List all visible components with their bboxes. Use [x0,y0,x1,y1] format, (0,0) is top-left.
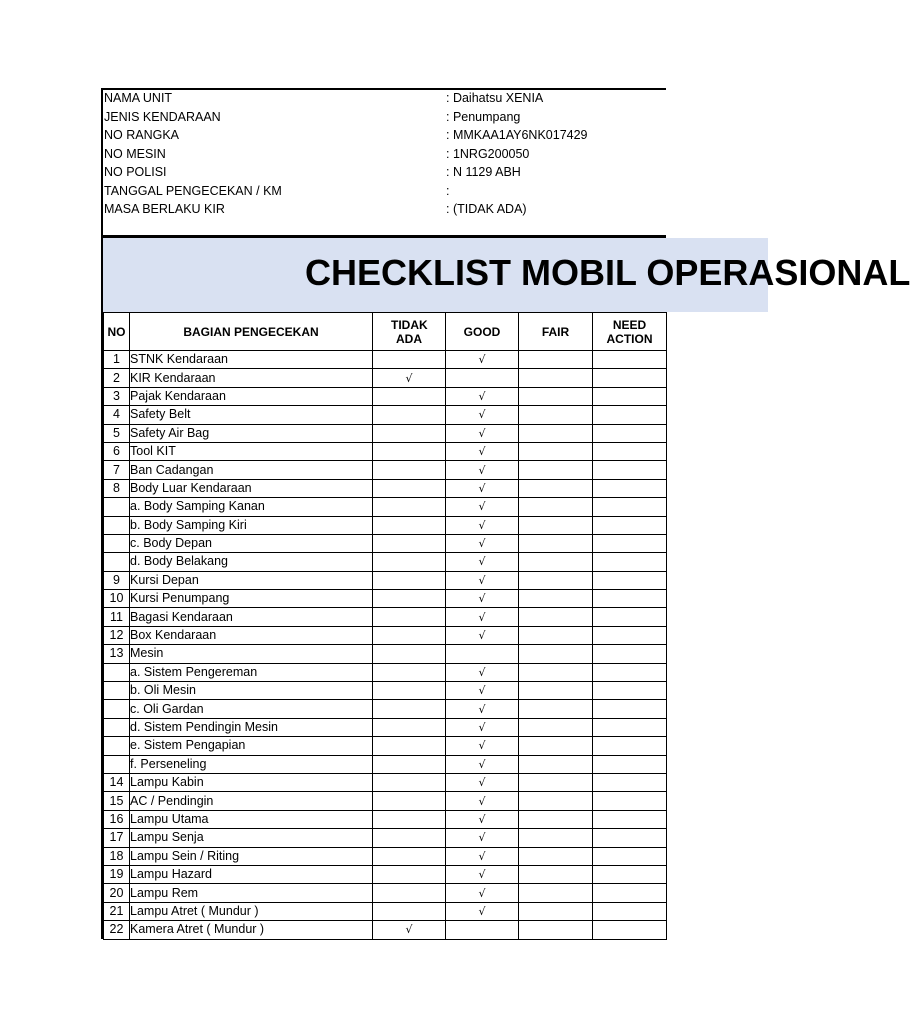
info-row-masa-berlaku-kir [104,200,664,219]
row-part-name: AC / Pendingin [130,792,373,810]
cell-need-action[interactable] [593,498,667,516]
cell-tidak-ada[interactable] [373,571,446,589]
cell-fair[interactable] [519,406,593,424]
cell-tidak-ada[interactable] [373,902,446,920]
table-row [104,921,667,939]
cell-tidak-ada[interactable] [373,792,446,810]
cell-fair[interactable] [519,351,593,369]
info-value: : N 1129 ABH [446,165,521,179]
cell-tidak-ada[interactable] [373,645,446,663]
table-row [104,553,667,571]
cell-good[interactable]: √ [446,387,519,405]
cell-tidak-ada[interactable] [373,773,446,791]
cell-need-action[interactable] [593,608,667,626]
cell-need-action[interactable] [593,534,667,552]
cell-fair[interactable] [519,645,593,663]
info-row-tanggal-pengecekan [104,182,664,201]
table-row [104,847,667,865]
table-row [104,498,667,516]
table-row [104,737,667,755]
row-part-name: Lampu Sein / Riting [130,847,373,865]
row-part-name: Mesin [130,645,373,663]
row-part-name: Ban Cadangan [130,461,373,479]
table-row [104,810,667,828]
row-part-name: Lampu Utama [130,810,373,828]
cell-tidak-ada[interactable]: √ [373,921,446,939]
cell-fair[interactable] [519,461,593,479]
row-number [104,553,130,571]
row-part-name: Lampu Atret ( Mundur ) [130,902,373,920]
cell-need-action[interactable] [593,442,667,460]
cell-good[interactable]: √ [446,737,519,755]
cell-need-action[interactable] [593,590,667,608]
row-part-name: c. Body Depan [130,534,373,552]
row-number [104,516,130,534]
row-number: 4 [104,406,130,424]
cell-need-action[interactable] [593,682,667,700]
table-row [104,571,667,589]
cell-tidak-ada[interactable] [373,498,446,516]
cell-good[interactable]: √ [446,442,519,460]
cell-good[interactable]: √ [446,847,519,865]
cell-tidak-ada[interactable] [373,737,446,755]
row-part-name: a. Sistem Pengereman [130,663,373,681]
cell-need-action[interactable] [593,516,667,534]
table-row [104,884,667,902]
cell-need-action[interactable] [593,865,667,883]
cell-good[interactable]: √ [446,571,519,589]
cell-tidak-ada[interactable] [373,810,446,828]
table-row [104,792,667,810]
cell-good[interactable]: √ [446,498,519,516]
cell-tidak-ada[interactable] [373,351,446,369]
cell-need-action[interactable] [593,718,667,736]
cell-need-action[interactable] [593,351,667,369]
row-part-name: Kursi Depan [130,571,373,589]
cell-fair[interactable] [519,369,593,387]
info-label: MASA BERLAKU KIR [104,202,225,216]
cell-fair[interactable] [519,682,593,700]
row-number: 3 [104,387,130,405]
cell-good[interactable]: √ [446,461,519,479]
cell-tidak-ada[interactable] [373,461,446,479]
cell-fair[interactable] [519,737,593,755]
cell-tidak-ada[interactable]: √ [373,369,446,387]
row-number: 15 [104,792,130,810]
cell-good[interactable] [446,369,519,387]
info-value: : [446,183,450,198]
row-part-name: Safety Belt [130,406,373,424]
cell-fair[interactable] [519,921,593,939]
info-row-nama-unit [104,89,664,108]
row-number: 12 [104,626,130,644]
info-value: : 1NRG200050 [446,146,530,161]
cell-need-action[interactable] [593,773,667,791]
vehicle-info [104,89,664,219]
row-part-name: Kamera Atret ( Mundur ) [130,921,373,939]
cell-need-action[interactable] [593,884,667,902]
cell-fair[interactable] [519,626,593,644]
info-row-no-polisi [104,163,664,182]
cell-tidak-ada[interactable] [373,442,446,460]
cell-need-action[interactable] [593,810,667,828]
table-row [104,773,667,791]
row-part-name: Lampu Rem [130,884,373,902]
cell-need-action[interactable] [593,645,667,663]
table-row [104,479,667,497]
cell-need-action[interactable] [593,663,667,681]
cell-fair[interactable] [519,498,593,516]
checklist-title: CHECKLIST MOBIL OPERASIONAL [305,252,910,293]
cell-tidak-ada[interactable] [373,718,446,736]
row-part-name: Bagasi Kendaraan [130,608,373,626]
cell-tidak-ada[interactable] [373,590,446,608]
row-part-name: b. Body Samping Kiri [130,516,373,534]
table-row [104,516,667,534]
cell-good[interactable]: √ [446,424,519,442]
cell-fair[interactable] [519,442,593,460]
cell-good[interactable]: √ [446,792,519,810]
info-row-jenis-kendaraan [104,108,664,127]
checklist-table [103,312,667,940]
cell-need-action[interactable] [593,700,667,718]
cell-need-action[interactable] [593,571,667,589]
cell-good[interactable] [446,645,519,663]
cell-tidak-ada[interactable] [373,847,446,865]
row-number: 21 [104,902,130,920]
row-part-name: c. Oli Gardan [130,700,373,718]
row-part-name: Safety Air Bag [130,424,373,442]
cell-fair[interactable] [519,608,593,626]
table-row [104,424,667,442]
row-part-name: Body Luar Kendaraan [130,479,373,497]
row-part-name: f. Perseneling [130,755,373,773]
row-number: 10 [104,590,130,608]
row-number: 6 [104,442,130,460]
row-number: 5 [104,424,130,442]
row-number: 2 [104,369,130,387]
cell-need-action[interactable] [593,829,667,847]
cell-fair[interactable] [519,571,593,589]
info-label: NO POLISI [104,165,167,179]
cell-fair[interactable] [519,387,593,405]
cell-fair[interactable] [519,534,593,552]
row-number: 1 [104,351,130,369]
table-row [104,406,667,424]
title-band [103,238,910,312]
row-part-name: e. Sistem Pengapian [130,737,373,755]
row-number [104,755,130,773]
cell-need-action[interactable] [593,553,667,571]
cell-need-action[interactable] [593,387,667,405]
row-part-name: KIR Kendaraan [130,369,373,387]
table-row [104,534,667,552]
cell-fair[interactable] [519,479,593,497]
info-value: : MMKAA1AY6NK017429 [446,128,588,142]
info-label: NO RANGKA [104,128,180,142]
cell-good[interactable]: √ [446,700,519,718]
row-part-name: b. Oli Mesin [130,682,373,700]
row-number: 16 [104,810,130,828]
table-row [104,351,667,369]
table-row [104,645,667,663]
header-need-action: NEED ACTION [593,313,667,351]
row-part-name: Box Kendaraan [130,626,373,644]
table-row [104,902,667,920]
cell-good[interactable]: √ [446,829,519,847]
row-number: 19 [104,865,130,883]
cell-fair[interactable] [519,902,593,920]
cell-need-action[interactable] [593,479,667,497]
cell-good[interactable]: √ [446,351,519,369]
row-number [104,534,130,552]
cell-good[interactable]: √ [446,553,519,571]
row-number: 11 [104,608,130,626]
cell-fair[interactable] [519,663,593,681]
row-number: 14 [104,773,130,791]
cell-good[interactable]: √ [446,865,519,883]
cell-tidak-ada[interactable] [373,553,446,571]
row-part-name: d. Sistem Pendingin Mesin [130,718,373,736]
cell-fair[interactable] [519,590,593,608]
header-bagian-pengecekan: BAGIAN PENGECEKAN [130,313,373,351]
table-row [104,700,667,718]
cell-fair[interactable] [519,810,593,828]
cell-good[interactable]: √ [446,608,519,626]
cell-need-action[interactable] [593,424,667,442]
cell-good[interactable]: √ [446,626,519,644]
row-part-name: d. Body Belakang [130,553,373,571]
cell-tidak-ada[interactable] [373,884,446,902]
row-number: 9 [104,571,130,589]
row-number: 22 [104,921,130,939]
info-label: NAMA UNIT [104,91,173,105]
cell-fair[interactable] [519,884,593,902]
row-number: 18 [104,847,130,865]
row-number: 7 [104,461,130,479]
table-row [104,369,667,387]
cell-need-action[interactable] [593,755,667,773]
header-tidak-ada: TIDAK ADA [373,313,446,351]
table-row [104,608,667,626]
cell-good[interactable]: √ [446,534,519,552]
row-number [104,700,130,718]
row-number [104,498,130,516]
row-part-name: Pajak Kendaraan [130,387,373,405]
cell-tidak-ada[interactable] [373,424,446,442]
cell-good[interactable]: √ [446,884,519,902]
cell-good[interactable]: √ [446,479,519,497]
cell-need-action[interactable] [593,626,667,644]
cell-tidak-ada[interactable] [373,406,446,424]
cell-fair[interactable] [519,700,593,718]
row-part-name: a. Body Samping Kanan [130,498,373,516]
row-part-name: Kursi Penumpang [130,590,373,608]
table-row [104,387,667,405]
info-row-no-mesin [104,145,664,164]
table-row [104,865,667,883]
cell-good[interactable]: √ [446,663,519,681]
header-good: GOOD [446,313,519,351]
table-row [104,461,667,479]
info-row-no-rangka [104,126,664,145]
table-row [104,829,667,847]
info-value: : Penumpang [446,109,521,124]
cell-need-action[interactable] [593,461,667,479]
table-row [104,718,667,736]
info-label: JENIS KENDARAAN [104,109,221,124]
row-number [104,737,130,755]
row-number: 17 [104,829,130,847]
cell-need-action[interactable] [593,902,667,920]
cell-fair[interactable] [519,792,593,810]
row-part-name: Lampu Kabin [130,773,373,791]
cell-tidak-ada[interactable] [373,387,446,405]
cell-need-action[interactable] [593,737,667,755]
cell-good[interactable]: √ [446,902,519,920]
checklist-rows [104,351,667,940]
cell-need-action[interactable] [593,406,667,424]
row-number [104,663,130,681]
cell-tidak-ada[interactable] [373,608,446,626]
cell-tidak-ada[interactable] [373,682,446,700]
cell-good[interactable]: √ [446,773,519,791]
row-part-name: Lampu Senja [130,829,373,847]
header-fair: FAIR [519,313,593,351]
cell-tidak-ada[interactable] [373,626,446,644]
row-number: 8 [104,479,130,497]
cell-fair[interactable] [519,718,593,736]
info-value: : Daihatsu XENIA [446,91,544,105]
row-number [104,682,130,700]
cell-fair[interactable] [519,516,593,534]
cell-good[interactable]: √ [446,718,519,736]
row-part-name: Tool KIT [130,442,373,460]
cell-good[interactable]: √ [446,755,519,773]
table-row [104,590,667,608]
row-part-name: STNK Kendaraan [130,351,373,369]
cell-good[interactable]: √ [446,682,519,700]
cell-fair[interactable] [519,424,593,442]
cell-tidak-ada[interactable] [373,829,446,847]
table-row [104,682,667,700]
table-row [104,663,667,681]
cell-good[interactable]: √ [446,810,519,828]
cell-good[interactable]: √ [446,406,519,424]
table-row [104,755,667,773]
info-value: : (TIDAK ADA) [446,202,527,216]
table-row [104,442,667,460]
cell-fair[interactable] [519,773,593,791]
cell-fair[interactable] [519,865,593,883]
cell-good[interactable]: √ [446,590,519,608]
cell-tidak-ada[interactable] [373,663,446,681]
cell-fair[interactable] [519,847,593,865]
cell-tidak-ada[interactable] [373,865,446,883]
cell-fair[interactable] [519,755,593,773]
table-row [104,626,667,644]
cell-fair[interactable] [519,553,593,571]
cell-need-action[interactable] [593,792,667,810]
header-no: NO [104,313,130,351]
table-header-row [104,313,667,351]
cell-tidak-ada[interactable] [373,755,446,773]
row-number: 20 [104,884,130,902]
info-label: TANGGAL PENGECEKAN / KM [104,183,282,198]
cell-fair[interactable] [519,829,593,847]
row-number [104,718,130,736]
cell-tidak-ada[interactable] [373,534,446,552]
row-part-name: Lampu Hazard [130,865,373,883]
cell-tidak-ada[interactable] [373,700,446,718]
cell-need-action[interactable] [593,369,667,387]
cell-good[interactable] [446,921,519,939]
row-number: 13 [104,645,130,663]
cell-tidak-ada[interactable] [373,516,446,534]
cell-need-action[interactable] [593,921,667,939]
cell-good[interactable]: √ [446,516,519,534]
cell-tidak-ada[interactable] [373,479,446,497]
cell-need-action[interactable] [593,847,667,865]
info-label: NO MESIN [104,146,166,161]
